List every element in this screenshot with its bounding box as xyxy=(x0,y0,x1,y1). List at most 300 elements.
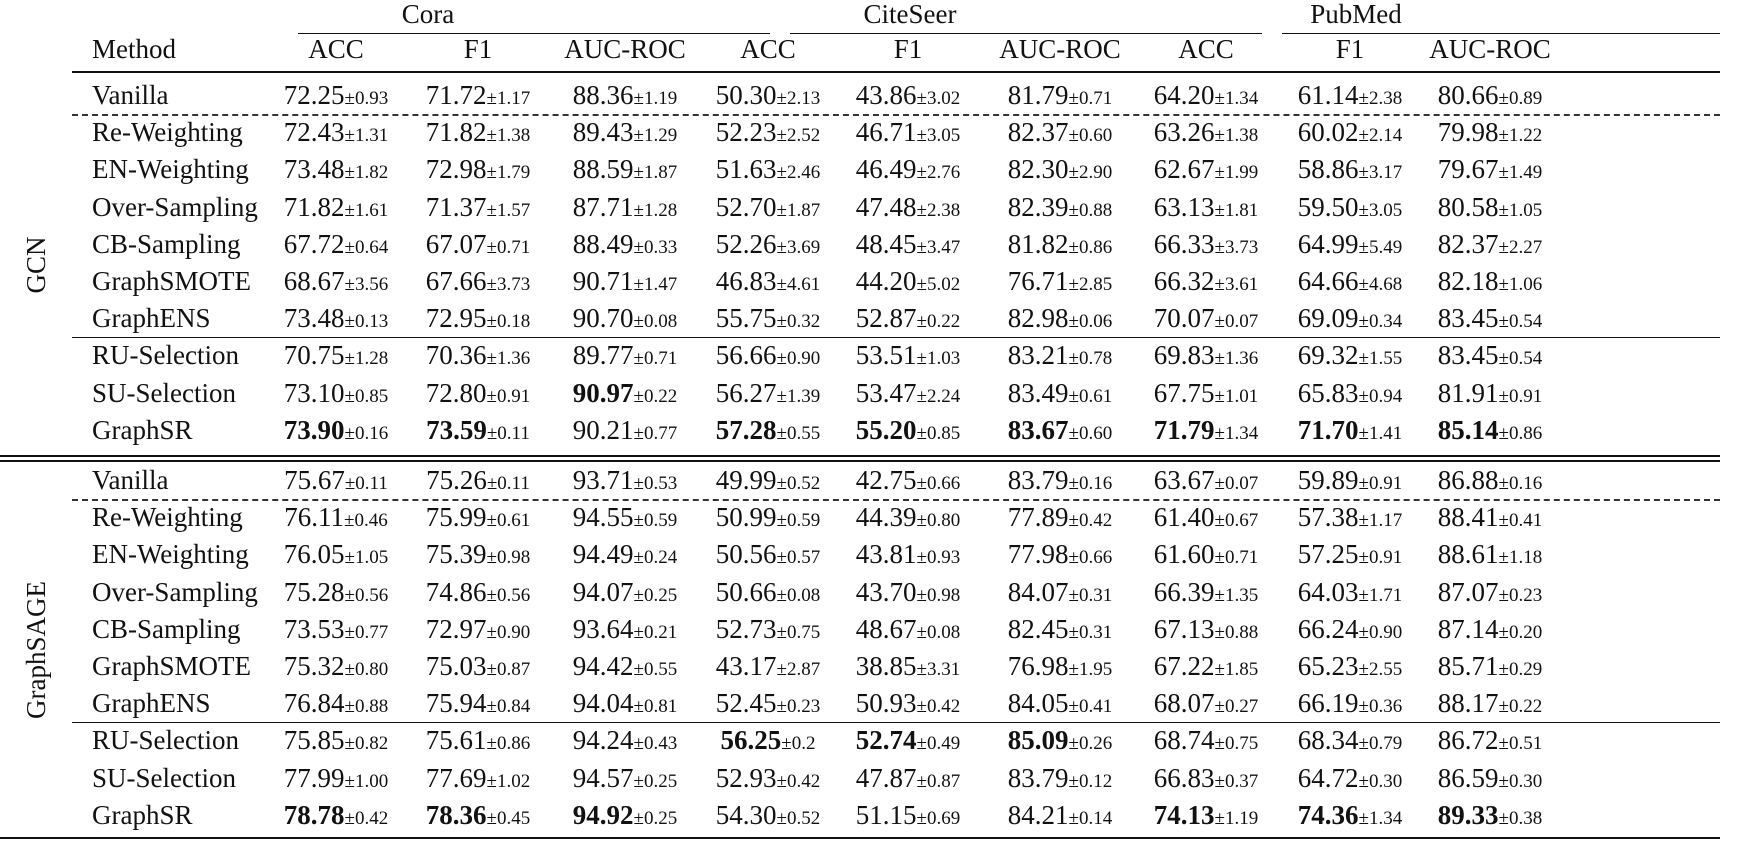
result-cell xyxy=(688,687,848,724)
std-value: ±2.85 xyxy=(1068,274,1113,295)
std-value: ±0.71 xyxy=(633,348,678,370)
mean-value: 75.28 xyxy=(283,576,345,607)
std-value: ±0.69 xyxy=(916,807,961,829)
method-name: GraphSMOTE xyxy=(92,266,251,296)
result-cell xyxy=(1270,265,1430,302)
mean-value: 51.15 xyxy=(855,799,917,830)
std-value: ±0.23 xyxy=(1498,584,1543,606)
result-cell xyxy=(256,724,416,761)
baseline-divider xyxy=(72,499,1720,501)
mean-value: 75.32 xyxy=(283,651,345,681)
mean-value: 68.07 xyxy=(1153,688,1215,719)
result-cell xyxy=(828,302,988,339)
std-value: ±0.31 xyxy=(1068,584,1113,606)
std-value: ±0.11 xyxy=(344,473,388,494)
result-cell xyxy=(688,799,848,836)
metric-header: F1 xyxy=(463,34,493,64)
mean-value: 94.24 xyxy=(572,725,634,756)
std-value: ±0.79 xyxy=(1358,733,1403,755)
std-value: ±0.90 xyxy=(486,621,531,643)
mean-value: 88.49 xyxy=(572,228,634,259)
result-cell xyxy=(980,116,1140,153)
mean-value: 75.26 xyxy=(426,465,487,495)
std-value: ±0.77 xyxy=(344,621,389,643)
std-value: ±1.35 xyxy=(1214,584,1259,606)
std-value: ±0.12 xyxy=(1068,770,1113,792)
mean-value: 59.50 xyxy=(1297,191,1359,222)
std-value: ±3.73 xyxy=(486,274,531,295)
std-value: ±0.42 xyxy=(916,696,961,718)
std-value: ±1.29 xyxy=(633,125,678,147)
result-cell xyxy=(256,79,416,116)
std-value: ±0.94 xyxy=(1358,385,1403,407)
result-cell xyxy=(980,302,1140,339)
std-value: ±0.16 xyxy=(1068,473,1113,494)
std-value: ±1.31 xyxy=(344,125,389,147)
result-cell xyxy=(828,377,988,414)
result-cell xyxy=(1126,265,1286,302)
std-value: ±0.71 xyxy=(1214,547,1259,569)
mean-value: 70.36 xyxy=(425,340,487,371)
mean-value: 76.98 xyxy=(1007,651,1069,681)
mean-value: 56.66 xyxy=(715,340,777,371)
std-value: ±0.80 xyxy=(344,659,389,680)
mean-value: 70.07 xyxy=(1153,303,1215,334)
result-cell xyxy=(1410,799,1570,836)
result-cell xyxy=(398,464,558,501)
result-cell xyxy=(688,153,848,190)
mean-value: 74.36 xyxy=(1297,799,1359,830)
std-value: ±1.06 xyxy=(1498,274,1543,295)
mean-value: 90.21 xyxy=(572,414,634,445)
mean-value: 73.48 xyxy=(283,303,345,334)
result-cell xyxy=(398,576,558,613)
std-value: ±0.88 xyxy=(1214,621,1259,643)
result-cell xyxy=(256,687,416,724)
method-name: EN-Weighting xyxy=(92,539,249,570)
std-value: ±1.18 xyxy=(1498,547,1543,569)
mean-value: 69.09 xyxy=(1297,303,1359,334)
std-value: ±1.82 xyxy=(344,162,389,184)
result-cell xyxy=(1270,650,1430,687)
mean-value: 71.79 xyxy=(1153,414,1215,445)
std-value: ±0.25 xyxy=(633,807,678,829)
std-value: ±0.80 xyxy=(916,510,961,532)
std-value: ±0.30 xyxy=(1498,770,1543,792)
std-value: ±0.14 xyxy=(1068,807,1113,829)
mean-value: 59.89 xyxy=(1297,465,1359,495)
std-value: ±1.00 xyxy=(344,770,389,792)
std-value: ±0.71 xyxy=(1068,88,1113,109)
dataset-header: Cora xyxy=(401,0,455,29)
std-value: ±1.36 xyxy=(1214,348,1259,370)
mean-value: 51.63 xyxy=(715,154,777,185)
mean-value: 52.26 xyxy=(715,228,777,259)
result-cell xyxy=(1270,576,1430,613)
mean-value: 94.49 xyxy=(572,539,634,570)
result-cell xyxy=(828,538,988,575)
result-cell xyxy=(398,228,558,265)
method-name: Over-Sampling xyxy=(92,191,258,222)
std-value: ±0.46 xyxy=(344,510,388,532)
mean-value: 52.87 xyxy=(855,303,917,334)
result-cell xyxy=(688,228,848,265)
mean-value: 43.81 xyxy=(855,539,917,570)
result-cell xyxy=(1410,191,1570,228)
std-value: ±1.95 xyxy=(1068,659,1113,680)
result-cell xyxy=(1126,302,1286,339)
mean-value: 67.75 xyxy=(1153,377,1215,408)
result-cell xyxy=(1410,116,1570,153)
mean-value: 93.71 xyxy=(572,465,634,495)
std-value: ±1.19 xyxy=(633,88,678,109)
mean-value: 67.07 xyxy=(425,228,487,259)
result-cell xyxy=(688,762,848,799)
result-cell xyxy=(828,650,988,687)
mean-value: 83.79 xyxy=(1007,762,1069,793)
mean-value: 94.55 xyxy=(572,502,634,533)
result-cell xyxy=(256,377,416,414)
result-cell xyxy=(1126,153,1286,190)
std-value: ±0.52 xyxy=(776,807,821,829)
mean-value: 48.45 xyxy=(855,228,917,259)
mean-value: 44.20 xyxy=(855,266,917,296)
mean-value: 82.45 xyxy=(1007,613,1069,644)
std-value: ±1.34 xyxy=(1358,807,1403,829)
metric-header: F1 xyxy=(1335,34,1365,64)
std-value: ±1.61 xyxy=(344,199,389,221)
std-value: ±1.49 xyxy=(1498,162,1543,184)
mean-value: 65.83 xyxy=(1297,377,1359,408)
mean-value: 81.79 xyxy=(1007,80,1069,110)
metric-header: F1 xyxy=(893,34,923,64)
method-name: Vanilla xyxy=(92,80,169,110)
mean-value: 70.75 xyxy=(283,340,345,371)
result-cell xyxy=(1270,228,1430,265)
mean-value: 76.05 xyxy=(283,539,345,570)
mean-value: 94.04 xyxy=(572,688,634,719)
mean-value: 67.72 xyxy=(283,228,345,259)
result-cell xyxy=(1270,464,1430,501)
result-cell xyxy=(688,501,848,538)
result-cell xyxy=(1270,191,1430,228)
mean-value: 68.74 xyxy=(1153,725,1215,756)
ours-divider xyxy=(72,722,1720,723)
result-cell xyxy=(1126,538,1286,575)
result-cell xyxy=(1126,613,1286,650)
mean-value: 90.97 xyxy=(572,377,634,408)
result-cell xyxy=(1126,377,1286,414)
std-value: ±0.42 xyxy=(776,770,821,792)
std-value: ±1.02 xyxy=(486,770,531,792)
result-cell xyxy=(545,538,705,575)
result-cell xyxy=(1410,576,1570,613)
result-cell xyxy=(688,650,848,687)
mean-value: 85.09 xyxy=(1007,725,1069,756)
result-cell xyxy=(828,724,988,761)
baseline-divider xyxy=(72,114,1720,116)
result-cell xyxy=(980,265,1140,302)
result-cell xyxy=(398,799,558,836)
std-value: ±0.07 xyxy=(1214,473,1259,494)
mean-value: 72.98 xyxy=(425,154,487,185)
result-cell xyxy=(398,153,558,190)
result-cell xyxy=(1270,687,1430,724)
std-value: ±1.22 xyxy=(1498,125,1543,147)
std-value: ±0.52 xyxy=(776,473,821,494)
std-value: ±0.59 xyxy=(633,510,678,532)
std-value: ±4.68 xyxy=(1358,274,1403,295)
result-cell xyxy=(980,501,1140,538)
std-value: ±2.24 xyxy=(916,385,961,407)
result-cell xyxy=(980,724,1140,761)
result-cell xyxy=(545,799,705,836)
std-value: ±0.22 xyxy=(633,385,678,407)
mean-value: 46.71 xyxy=(855,117,917,148)
std-value: ±0.66 xyxy=(1068,547,1113,569)
mean-value: 88.61 xyxy=(1437,539,1499,570)
std-value: ±0.22 xyxy=(1498,696,1543,718)
std-value: ±0.21 xyxy=(633,621,678,643)
result-cell xyxy=(398,414,558,451)
method-name: GraphENS xyxy=(92,303,211,334)
std-value: ±3.69 xyxy=(776,236,821,258)
mean-value: 46.83 xyxy=(715,266,777,296)
std-value: ±0.41 xyxy=(1068,696,1113,718)
std-value: ±0.91 xyxy=(1358,473,1403,494)
std-value: ±1.34 xyxy=(1214,88,1259,109)
method-name: GraphSMOTE xyxy=(92,651,251,681)
header-rule xyxy=(72,71,1720,73)
mean-value: 63.13 xyxy=(1153,191,1215,222)
std-value: ±4.61 xyxy=(776,274,821,295)
result-cell xyxy=(1270,799,1430,836)
result-cell xyxy=(980,576,1140,613)
std-value: ±0.85 xyxy=(916,422,961,444)
dataset-header: CiteSeer xyxy=(863,0,957,29)
method-name: SU-Selection xyxy=(92,762,236,793)
std-value: ±0.08 xyxy=(633,311,678,333)
mean-value: 73.59 xyxy=(426,414,487,445)
result-cell xyxy=(545,339,705,376)
mean-value: 71.37 xyxy=(425,191,487,222)
mean-value: 61.60 xyxy=(1153,539,1215,570)
mean-value: 50.56 xyxy=(715,539,777,570)
group-label: GCN xyxy=(21,236,51,294)
result-cell xyxy=(980,153,1140,190)
result-cell xyxy=(1270,339,1430,376)
mean-value: 75.85 xyxy=(283,725,345,756)
std-value: ±0.43 xyxy=(633,733,678,755)
mean-value: 89.43 xyxy=(572,117,634,148)
std-value: ±3.02 xyxy=(916,88,961,109)
method-name: GraphSR xyxy=(92,414,193,445)
result-cell xyxy=(980,79,1140,116)
mean-value: 43.70 xyxy=(855,576,917,607)
dataset-header: PubMed xyxy=(1310,0,1402,29)
mean-value: 75.39 xyxy=(425,539,487,570)
mean-value: 42.75 xyxy=(855,465,917,495)
std-value: ±0.64 xyxy=(344,236,389,258)
std-value: ±1.71 xyxy=(1358,584,1403,606)
result-cell xyxy=(1126,228,1286,265)
method-name: EN-Weighting xyxy=(92,154,249,185)
mean-value: 61.14 xyxy=(1297,80,1359,110)
std-value: ±2.76 xyxy=(916,162,961,184)
result-cell xyxy=(256,650,416,687)
mean-value: 80.58 xyxy=(1437,191,1499,222)
method-header: Method xyxy=(92,34,176,64)
mean-value: 48.67 xyxy=(855,613,917,644)
std-value: ±2.38 xyxy=(916,199,961,221)
result-cell xyxy=(545,79,705,116)
result-cell xyxy=(256,302,416,339)
std-value: ±0.08 xyxy=(916,621,961,643)
mean-value: 82.37 xyxy=(1007,117,1069,148)
group-label: GraphSAGE xyxy=(21,581,51,719)
mean-value: 93.64 xyxy=(572,613,634,644)
mean-value: 52.70 xyxy=(715,191,777,222)
std-value: ±0.20 xyxy=(1498,621,1543,643)
mean-value: 43.17 xyxy=(715,651,777,681)
std-value: ±2.90 xyxy=(1068,162,1113,184)
mean-value: 53.47 xyxy=(855,377,917,408)
mean-value: 87.14 xyxy=(1437,613,1499,644)
mean-value: 73.10 xyxy=(283,377,345,408)
std-value: ±0.71 xyxy=(486,236,531,258)
std-value: ±3.47 xyxy=(916,236,961,258)
std-value: ±1.85 xyxy=(1214,659,1259,680)
group-separator xyxy=(0,460,1720,462)
std-value: ±0.51 xyxy=(1498,733,1543,755)
result-cell xyxy=(545,576,705,613)
result-cell xyxy=(1410,464,1570,501)
std-value: ±3.17 xyxy=(1358,162,1403,184)
mean-value: 66.39 xyxy=(1153,576,1215,607)
std-value: ±0.90 xyxy=(776,348,821,370)
mean-value: 88.17 xyxy=(1437,688,1499,719)
result-cell xyxy=(256,414,416,451)
result-cell xyxy=(398,265,558,302)
mean-value: 82.30 xyxy=(1007,154,1069,185)
mean-value: 79.67 xyxy=(1437,154,1499,185)
result-cell xyxy=(980,613,1140,650)
metric-header: AUC-ROC xyxy=(1429,34,1551,64)
std-value: ±2.13 xyxy=(776,88,821,109)
mean-value: 52.73 xyxy=(715,613,777,644)
std-value: ±0.36 xyxy=(1358,696,1403,718)
mean-value: 66.32 xyxy=(1153,266,1215,296)
result-cell xyxy=(256,762,416,799)
result-cell xyxy=(1126,501,1286,538)
result-cell xyxy=(828,687,988,724)
result-cell xyxy=(256,228,416,265)
result-cell xyxy=(688,613,848,650)
std-value: ±1.39 xyxy=(776,385,821,407)
ours-divider xyxy=(72,337,1720,338)
std-value: ±3.05 xyxy=(916,125,961,147)
std-value: ±0.84 xyxy=(486,696,531,718)
std-value: ±0.89 xyxy=(1498,88,1543,109)
result-cell xyxy=(545,377,705,414)
result-cell xyxy=(980,339,1140,376)
std-value: ±3.05 xyxy=(1358,199,1403,221)
result-cell xyxy=(828,191,988,228)
mean-value: 88.36 xyxy=(572,80,634,110)
mean-value: 84.05 xyxy=(1007,688,1069,719)
std-value: ±0.55 xyxy=(776,422,821,444)
result-cell xyxy=(1126,687,1286,724)
mean-value: 74.86 xyxy=(425,576,487,607)
std-value: ±0.61 xyxy=(1068,385,1113,407)
result-cell xyxy=(828,464,988,501)
result-cell xyxy=(1126,79,1286,116)
result-cell xyxy=(1270,613,1430,650)
result-cell xyxy=(398,724,558,761)
std-value: ±0.30 xyxy=(1358,770,1403,792)
result-cell xyxy=(398,339,558,376)
result-cell xyxy=(398,79,558,116)
result-cell xyxy=(1126,191,1286,228)
mean-value: 52.45 xyxy=(715,688,777,719)
std-value: ±0.24 xyxy=(633,547,678,569)
result-cell xyxy=(545,265,705,302)
mean-value: 52.23 xyxy=(715,117,777,148)
mean-value: 64.03 xyxy=(1297,576,1359,607)
result-cell xyxy=(980,228,1140,265)
std-value: ±3.61 xyxy=(1214,274,1259,295)
std-value: ±1.47 xyxy=(633,274,678,295)
result-cell xyxy=(1270,79,1430,116)
mean-value: 73.48 xyxy=(283,154,345,185)
result-cell xyxy=(1270,116,1430,153)
std-value: ±1.03 xyxy=(916,348,961,370)
result-cell xyxy=(256,538,416,575)
std-value: ±1.87 xyxy=(776,199,821,221)
result-cell xyxy=(688,576,848,613)
std-value: ±0.42 xyxy=(1068,510,1113,532)
std-value: ±0.07 xyxy=(1214,311,1259,333)
result-cell xyxy=(688,538,848,575)
metric-header: ACC xyxy=(1178,34,1234,64)
result-cell xyxy=(256,576,416,613)
mean-value: 58.86 xyxy=(1297,154,1359,185)
std-value: ±5.02 xyxy=(916,274,961,295)
std-value: ±0.81 xyxy=(633,696,678,718)
result-cell xyxy=(828,339,988,376)
result-cell xyxy=(828,79,988,116)
result-cell xyxy=(828,265,988,302)
mean-value: 85.14 xyxy=(1437,414,1499,445)
result-cell xyxy=(688,377,848,414)
result-cell xyxy=(688,265,848,302)
mean-value: 77.89 xyxy=(1007,502,1069,533)
mean-value: 64.99 xyxy=(1297,228,1359,259)
std-value: ±1.81 xyxy=(1214,199,1259,221)
std-value: ±0.90 xyxy=(1358,621,1403,643)
result-cell xyxy=(1126,576,1286,613)
mean-value: 85.71 xyxy=(1437,651,1499,681)
method-name: GraphSR xyxy=(92,799,193,830)
result-cell xyxy=(256,116,416,153)
mean-value: 64.72 xyxy=(1297,762,1359,793)
result-cell xyxy=(828,501,988,538)
std-value: ±0.61 xyxy=(486,510,531,532)
result-cell xyxy=(398,650,558,687)
mean-value: 68.34 xyxy=(1297,725,1359,756)
std-value: ±2.14 xyxy=(1358,125,1403,147)
mean-value: 77.99 xyxy=(283,762,345,793)
